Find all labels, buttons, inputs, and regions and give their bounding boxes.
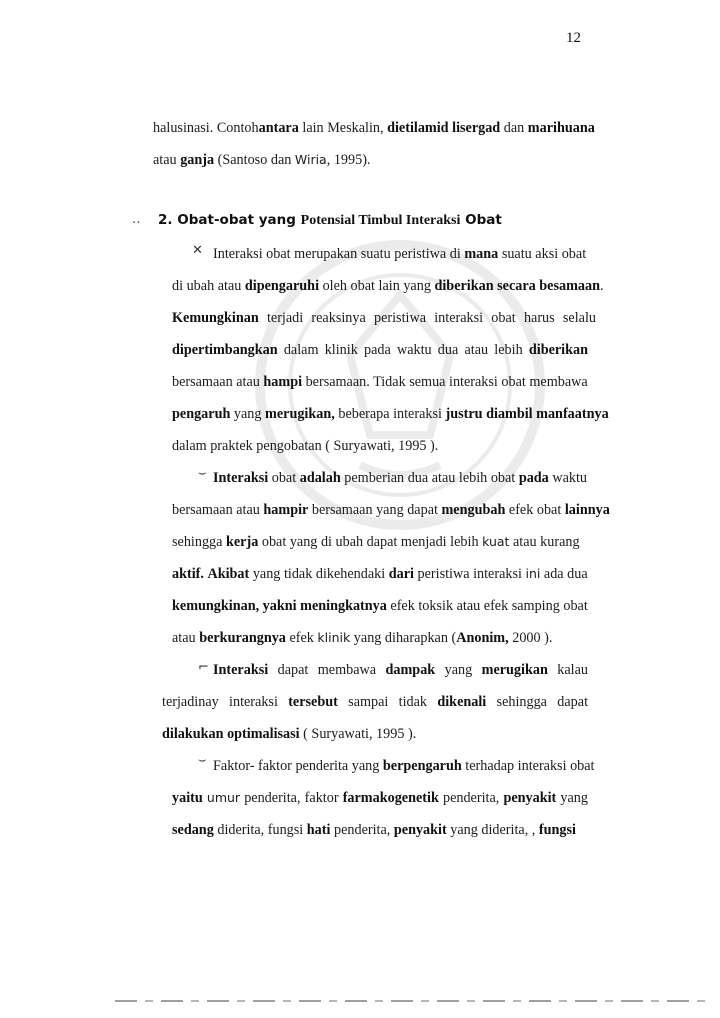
text-run: efek toksik atau efek samping obat (386, 598, 588, 614)
heading-marker-icon: ‥ (132, 212, 141, 227)
text-run: beberapa interaksi (334, 406, 446, 422)
text-run: atau (172, 630, 200, 646)
bold-run: penyakit (393, 822, 447, 838)
text-run: terhadap interaksi obat (461, 758, 595, 774)
text-run: yang (435, 662, 482, 678)
text-run: atau (153, 152, 181, 168)
scan-footer-rule (115, 1000, 705, 1002)
text-run: dalam praktek pengobatan ( Suryawati, 1995 ). (172, 438, 439, 454)
text-line (172, 533, 580, 551)
bold-run: antara (258, 120, 299, 136)
text-line (172, 405, 609, 423)
text-run: penderita, faktor (240, 790, 343, 806)
bold-run: yaitu (172, 790, 203, 806)
text-run: umur (206, 790, 241, 805)
bold-run: kerja (225, 534, 259, 550)
text-run: yang diharapkan ( (350, 630, 457, 646)
cross-mark-icon: ✕ (192, 243, 203, 258)
text-run: yang (230, 406, 266, 422)
text-run: terjadi reaksinya peristiwa interaksi obat harus selalu (258, 310, 596, 326)
text-line (162, 725, 416, 743)
text-run: Interaksi obat merupakan suatu peristiwa di (213, 246, 465, 262)
bold-run: Interaksi (213, 470, 269, 486)
text-line (153, 151, 370, 169)
bold-run: dari (388, 566, 414, 582)
text-run: ( Suryawati, 1995 ). (299, 726, 417, 742)
bold-run: aktif. (172, 566, 204, 582)
text-run: yang tidak dikehendaki (249, 566, 389, 582)
bold-run: lainnya (564, 502, 610, 518)
bold-run: pengaruh (172, 406, 231, 422)
text-line (213, 661, 588, 679)
text-line (172, 629, 552, 647)
bold-run: dipertimbangkan (172, 342, 278, 358)
bold-run: mana (464, 246, 499, 262)
bold-run: Anonim, (456, 630, 509, 646)
bold-run: fungsi (538, 822, 576, 838)
bold-run: Kemungkinan (172, 310, 259, 326)
bold-run: merugikan, (265, 406, 335, 422)
bold-run: penyakit (503, 790, 557, 806)
heading-text: Potensial Timbul Interaksi (300, 213, 461, 228)
bold-run: marihuana (527, 120, 595, 136)
text-run: kuat (482, 534, 510, 549)
bold-run: berkurangnya (199, 630, 286, 646)
text-line (172, 597, 588, 615)
text-run: . (600, 278, 604, 294)
bold-run: dipengaruhi (244, 278, 320, 294)
text-run: dalam klinik pada waktu dua atau lebih (277, 342, 529, 358)
text-run: waktu (548, 470, 588, 486)
text-run: di ubah atau (172, 278, 245, 294)
bold-run: dilakukan optimalisasi (162, 726, 300, 742)
bold-run: farmakogenetik (342, 790, 439, 806)
text-run: atau kurang (509, 534, 580, 550)
heading-text: Obat (465, 212, 502, 228)
heading-text: Obat-obat yang (177, 212, 296, 228)
text-line (213, 469, 587, 487)
text-run: obat (268, 470, 300, 486)
text-line (162, 693, 588, 711)
text-line (213, 757, 595, 775)
text-run: efek (285, 630, 318, 646)
text-run: halusinasi. Contoh (153, 120, 259, 136)
bold-run: diberikan secara besamaan (434, 278, 600, 294)
bold-run: kemungkinan, yakni meningkatnya (172, 598, 387, 614)
bold-run: berpengaruh (382, 758, 462, 774)
bold-run: justru diambil manfaatnya (445, 406, 609, 422)
bold-run: diberikan (528, 342, 588, 358)
text-line (172, 789, 588, 807)
text-run: Faktor- faktor penderita yang (213, 758, 383, 774)
text-run: diderita, fungsi (213, 822, 307, 838)
bold-run: tersebut (288, 694, 338, 710)
text-run: terjadinay interaksi (162, 694, 289, 710)
bold-run: hampi (263, 374, 303, 390)
text-run: 2000 ). (508, 630, 553, 646)
text-run: bersamaan atau (172, 502, 264, 518)
text-run: klinik (317, 630, 351, 645)
bold-run: hati (306, 822, 331, 838)
text-run: Wiria (294, 152, 327, 167)
text-run: yang (556, 790, 588, 806)
text-line (172, 501, 610, 519)
check-mark-icon: ⌣ (198, 753, 207, 768)
bold-run: sedang (172, 822, 214, 838)
page-number: 12 (566, 30, 581, 46)
text-run: yang diderita, , (446, 822, 539, 838)
hook-mark-icon: ⌣ (198, 466, 207, 481)
text-run: , 1995). (326, 152, 371, 168)
bold-run: mengubah (441, 502, 506, 518)
text-run: ini (525, 566, 541, 581)
text-run: bersamaan. Tidak semua interaksi obat membawa (302, 374, 588, 390)
text-line (172, 341, 588, 359)
corner-mark-icon: ⌐ (198, 660, 209, 675)
text-line (172, 821, 576, 839)
text-line (172, 565, 588, 583)
text-run: penderita, (438, 790, 504, 806)
text-line (172, 373, 588, 391)
text-run: penderita, (330, 822, 394, 838)
text-run: dan (500, 120, 528, 136)
bold-run: dietilamid lisergad (387, 120, 501, 136)
text-line (172, 277, 604, 295)
bold-run: Interaksi (213, 662, 269, 678)
text-line (172, 437, 438, 455)
text-run: peristiwa interaksi (413, 566, 526, 582)
text-run: (Santoso dan (214, 152, 295, 168)
text-line (172, 309, 596, 327)
text-run: sampai tidak (337, 694, 438, 710)
text-run: suatu aksi obat (498, 246, 587, 262)
text-run: sehingga dapat (486, 694, 589, 710)
text-run: oleh obat lain yang (319, 278, 435, 294)
text-run: ada dua (540, 566, 588, 582)
text-run: sehingga (172, 534, 226, 550)
text-line (153, 119, 595, 137)
text-run: efek obat (505, 502, 565, 518)
text-run: bersamaan atau (172, 374, 264, 390)
text-run: dapat membawa (268, 662, 386, 678)
bold-run: adalah (299, 470, 341, 486)
text-run: lain Meskalin, (298, 120, 388, 136)
text-line (213, 245, 586, 263)
bold-run: hampir (263, 502, 309, 518)
bold-run: dampak (385, 662, 436, 678)
text-run: pemberian dua atau lebih obat (340, 470, 519, 486)
text-run: obat yang di ubah dapat menjadi lebih (258, 534, 483, 550)
bold-run: ganja (180, 152, 215, 168)
bold-run: Akibat (207, 566, 250, 582)
text-run: bersamaan yang dapat (308, 502, 442, 518)
bold-run: merugikan (481, 662, 548, 678)
section-heading (158, 212, 502, 229)
text-run: kalau (547, 662, 588, 678)
bold-run: pada (518, 470, 549, 486)
bold-run: dikenali (437, 694, 487, 710)
heading-number: 2. (158, 212, 173, 228)
